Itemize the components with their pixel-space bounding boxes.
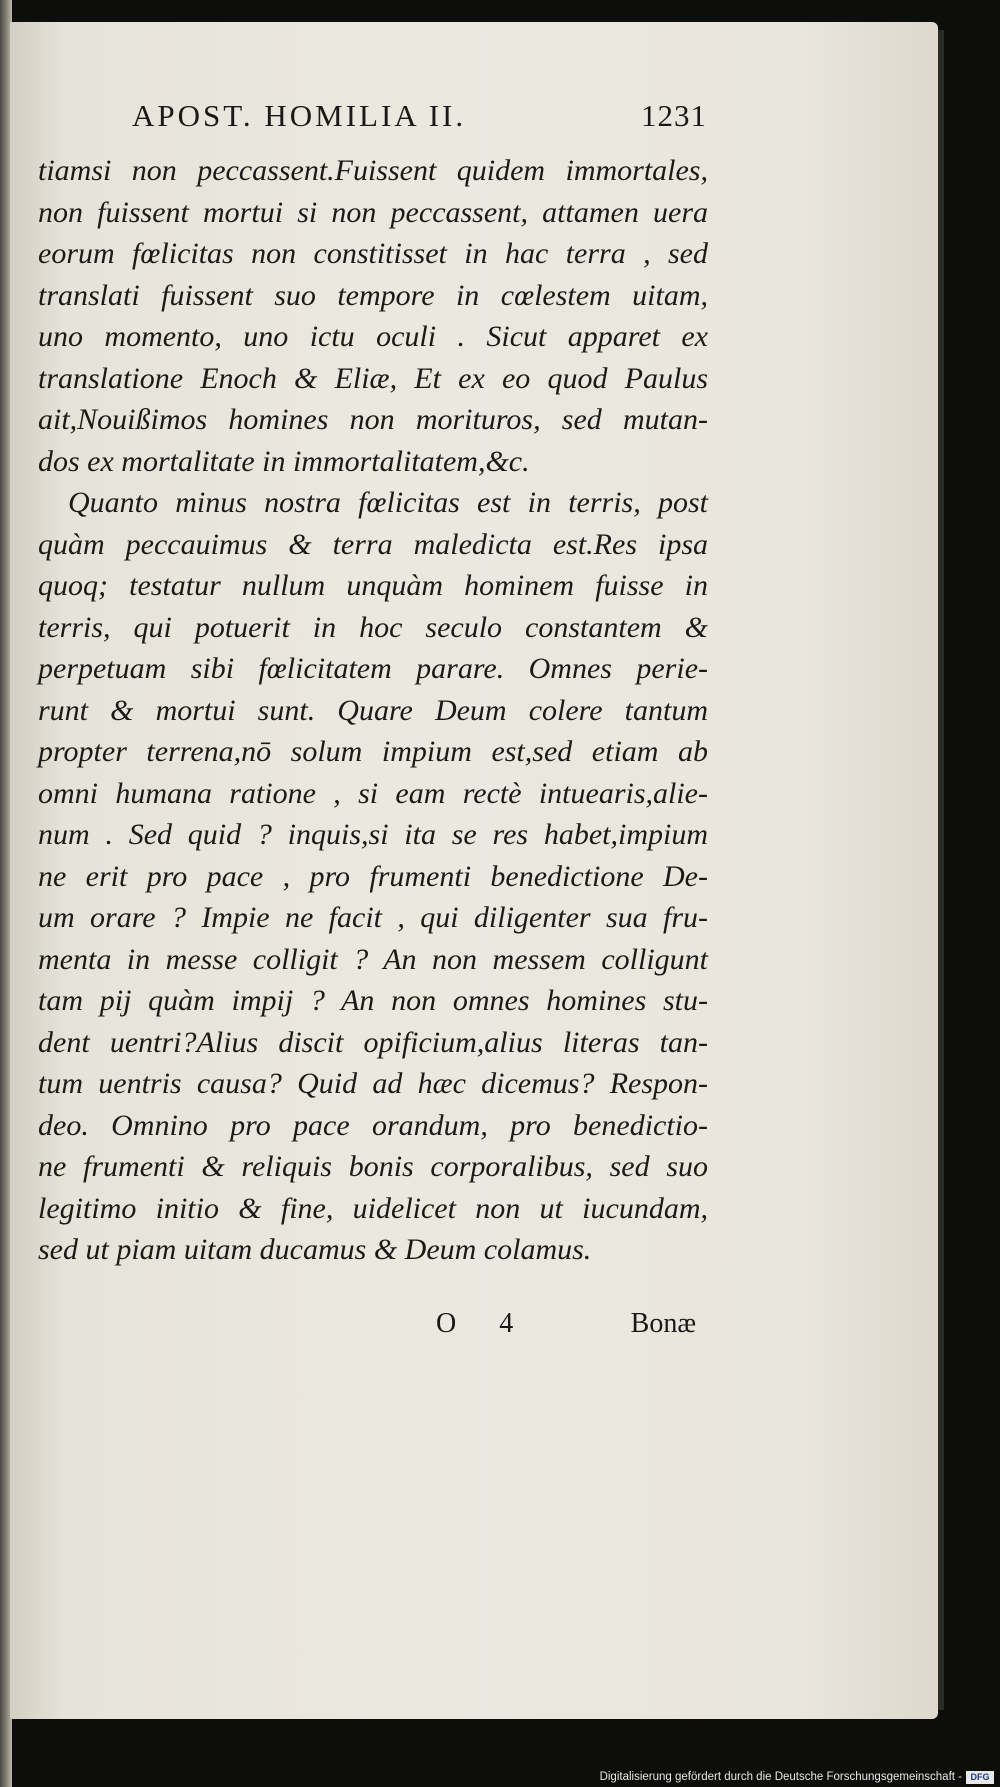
page-header: [132, 98, 707, 140]
text-line: runt & mortui sunt. Quare Deum colere tantum: [38, 693, 708, 727]
text-line: dos ex mortalitate in immortalitatem,&c.: [38, 444, 530, 478]
digitization-credit: Digitalisierung gefördert durch die Deutsche Forschungsgemeinschaft -: [599, 1771, 962, 1783]
text-line: ne erit pro pace , pro frumenti benedictione De-: [38, 859, 708, 893]
text-line: dent uentri?Alius discit opificium,alius literas tan-: [38, 1025, 708, 1059]
text-line: perpetuam sibi fœlicitatem parare. Omnes perie-: [38, 652, 708, 685]
text-line: translatione Enoch & Eliæ, Et ex eo quod Paulus: [38, 361, 708, 395]
text-line: menta in messe colligit ? An non messem colligunt: [38, 942, 708, 976]
text-line: translati fuissent suo tempore in cœlestem uitam,: [38, 278, 708, 312]
text-line: deo. Omnino pro pace orandum, pro benedictio-: [38, 1108, 708, 1142]
page-number: 1231: [641, 98, 707, 133]
text-line: tiamsi non peccassent.Fuissent quidem immortales,: [38, 154, 708, 187]
dfg-logo: DFG: [966, 1771, 994, 1784]
text-line: tam pij quàm impij ? An non omnes homines stu-: [38, 984, 708, 1017]
text-line: propter terrena,nō solum impium est,sed etiam ab: [38, 735, 708, 768]
signature-mark: O 4: [436, 1308, 532, 1339]
text-line: Quanto minus nostra fœlicitas est in terris, post: [68, 486, 708, 519]
text-line: sed ut piam uitam ducamus & Deum colamus.: [38, 1233, 592, 1266]
page-footer: [436, 1308, 696, 1348]
text-line: ne frumenti & reliquis bonis corporalibus, sed suo: [38, 1150, 708, 1183]
text-line: quàm peccauimus & terra maledicta est.Res ipsa: [38, 527, 708, 561]
text-line: omni humana ratione , si eam rectè intuearis,alie-: [38, 776, 708, 810]
text-line: terris, qui potuerit in hoc seculo constantem &: [38, 610, 708, 644]
running-title: APOST. HOMILIA II.: [132, 98, 467, 133]
text-line: uno momento, uno ictu oculi . Sicut apparet ex: [38, 320, 708, 353]
text-line: tum uentris causa? Quid ad hæc dicemus? Respon-: [38, 1067, 708, 1100]
text-line: num . Sed quid ? inquis,si ita se res habet,impium: [38, 818, 708, 851]
text-line: ait,Nouißimos homines non morituros, sed mutan-: [38, 403, 708, 436]
text-line: legitimo initio & fine, uidelicet non ut iucundam,: [38, 1191, 708, 1225]
body-text: [38, 150, 708, 1271]
text-line: eorum fœlicitas non constitisset in hac terra , sed: [38, 237, 708, 270]
text-line: non fuissent mortui si non peccassent, attamen uera: [38, 195, 708, 229]
text-line: quoq; testatur nullum unquàm hominem fuisse in: [38, 569, 708, 602]
text-line: um orare ? Impie ne facit , qui diligenter sua fru-: [38, 901, 708, 934]
catchword: Bonæ: [630, 1308, 696, 1339]
